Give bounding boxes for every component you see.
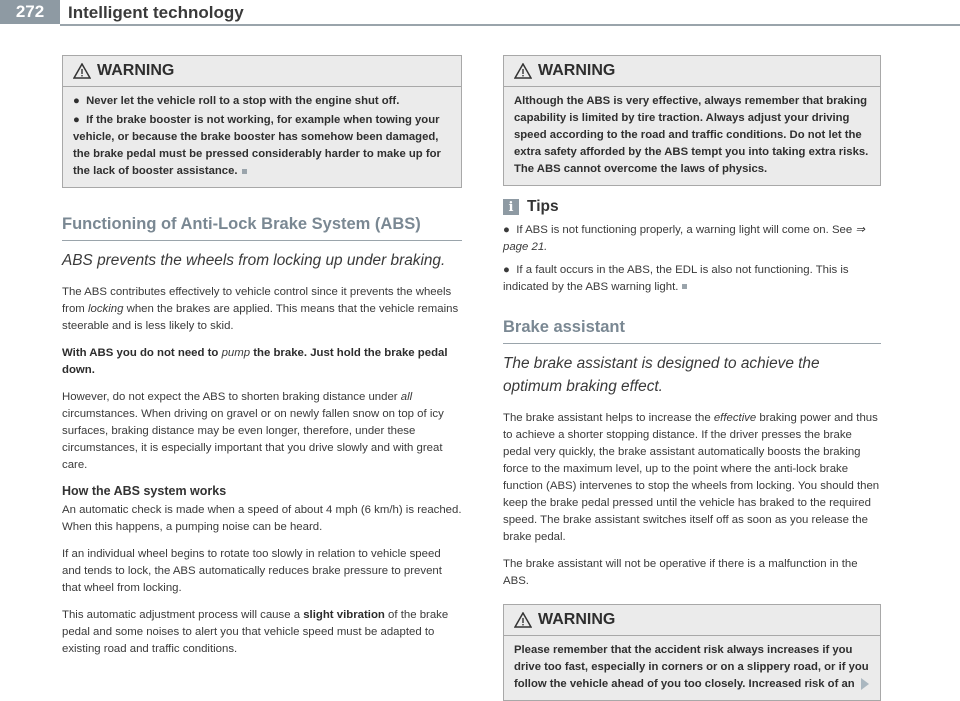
warning-triangle-icon (514, 63, 532, 79)
paragraph: If an individual wheel begins to rotate too slowly in relation to vehicle speed and tends to lock, the ABS automatically reduces brake pressure to prevent that wheel from locking. (62, 548, 442, 594)
section-divider (503, 343, 881, 344)
warning-title: WARNING (538, 611, 616, 628)
chapter-title: Intelligent technology (68, 3, 244, 22)
warning-title: WARNING (538, 62, 616, 79)
warning-triangle-icon (514, 612, 532, 628)
warning-text: Although the ABS is very effective, always remember that braking capability is limited by tire traction. Always adjust your driving speed according to the road and traffic conditions. Do not let the extra safety afforded by the ABS tempt you into taking extra risks. The ABS cannot overcome the laws of physics. (514, 95, 869, 175)
paragraph: The brake assistant helps to increase the effective braking power and thus to achieve a shorter stopping distance. If the driver presses the brake pedal very quickly, the brake assistant automatically boosts the braking force to the maximum level, up to the point where the anti-lock brake function (ABS) intervenes to stop the wheels from locking. You should then keep the brake pedal pressed until the vehicle has braked to the required speed. The brake assistant switches itself off as soon as you release the brake pedal. (503, 412, 880, 543)
warning-text: Never let the vehicle roll to a stop with the engine shut off. (86, 95, 400, 107)
tips-title: Tips (527, 198, 559, 215)
section-title: Functioning of Anti-Lock Brake System (ABS) (62, 215, 421, 233)
paragraph: The ABS contributes effectively to vehicle control since it prevents the wheels from locking when the brakes are applied. This means that the vehicle remains steerable and is less likely to skid. (62, 286, 459, 332)
paragraph: With ABS you do not need to pump the brake. Just hold the brake pedal down. (62, 347, 448, 376)
end-mark-icon (682, 284, 687, 289)
paragraph: This automatic adjustment process will cause a slight vibration of the brake pedal and some noises to alert you that vehicle speed must be adapted to existing road and traffic conditions. (62, 609, 449, 655)
warning-header (504, 605, 880, 636)
warning-box (62, 55, 462, 188)
warning-header (63, 56, 461, 87)
tip-item: ● If a fault occurs in the ABS, the EDL is also not functioning. This is indicated by the ABS warning light. (503, 264, 849, 293)
bullet-icon: ● (503, 264, 517, 276)
warning-body (504, 636, 880, 700)
section-subtitle: The brake assistant is designed to achieve the optimum braking effect. (503, 355, 820, 395)
warning-header (504, 56, 880, 87)
bullet-icon: ● (73, 114, 87, 126)
warning-text: If the brake booster is not working, for example when towing your vehicle, or because the brake booster has somehow been damaged, the brake pedal must be pressed considerably harder to make up for the lack of booster assistance. (73, 114, 441, 177)
bullet-icon: ● (73, 95, 87, 107)
paragraph: However, do not expect the ABS to shorten braking distance under all circumstances. When driving on gravel or on newly fallen snow on top of icy surfaces, braking distance may be even longer, therefore, under these circumstances, it is especially important that you drive slowly and with great care. (62, 391, 444, 471)
warning-box (503, 55, 881, 186)
paragraph: The brake assistant will not be operative if there is a malfunction in the ABS. (503, 558, 858, 587)
bullet-icon: ● (503, 224, 517, 236)
right-column (503, 55, 881, 701)
warning-body (504, 87, 880, 185)
end-mark-icon (242, 169, 247, 174)
header-divider (60, 24, 960, 26)
info-icon: i (503, 199, 519, 215)
subheading: How the ABS system works (62, 484, 227, 498)
section-divider (62, 240, 462, 241)
warning-triangle-icon (73, 63, 91, 79)
warning-box (503, 604, 881, 701)
warning-text: Please remember that the accident risk always increases if you drive too fast, especially in corners or on a slippery road, or if you follow the vehicle ahead of you too closely. Increased risk of an (514, 644, 869, 690)
page-reference-link[interactable]: ⇒ page 21. (503, 224, 865, 253)
section-title: Brake assistant (503, 318, 625, 336)
warning-body (63, 87, 461, 187)
left-column (62, 55, 462, 668)
page-number: 272 (0, 0, 60, 24)
warning-title: WARNING (97, 62, 175, 79)
paragraph: An automatic check is made when a speed of about 4 mph (6 km/h) is reached. When this happens, a pumping noise can be heard. (62, 504, 462, 533)
section-subtitle: ABS prevents the wheels from locking up under braking. (62, 252, 446, 269)
tips-header (503, 198, 881, 216)
tip-item: ● If ABS is not functioning properly, a warning light will come on. See ⇒ page 21. (503, 224, 865, 253)
page-header (0, 0, 960, 30)
